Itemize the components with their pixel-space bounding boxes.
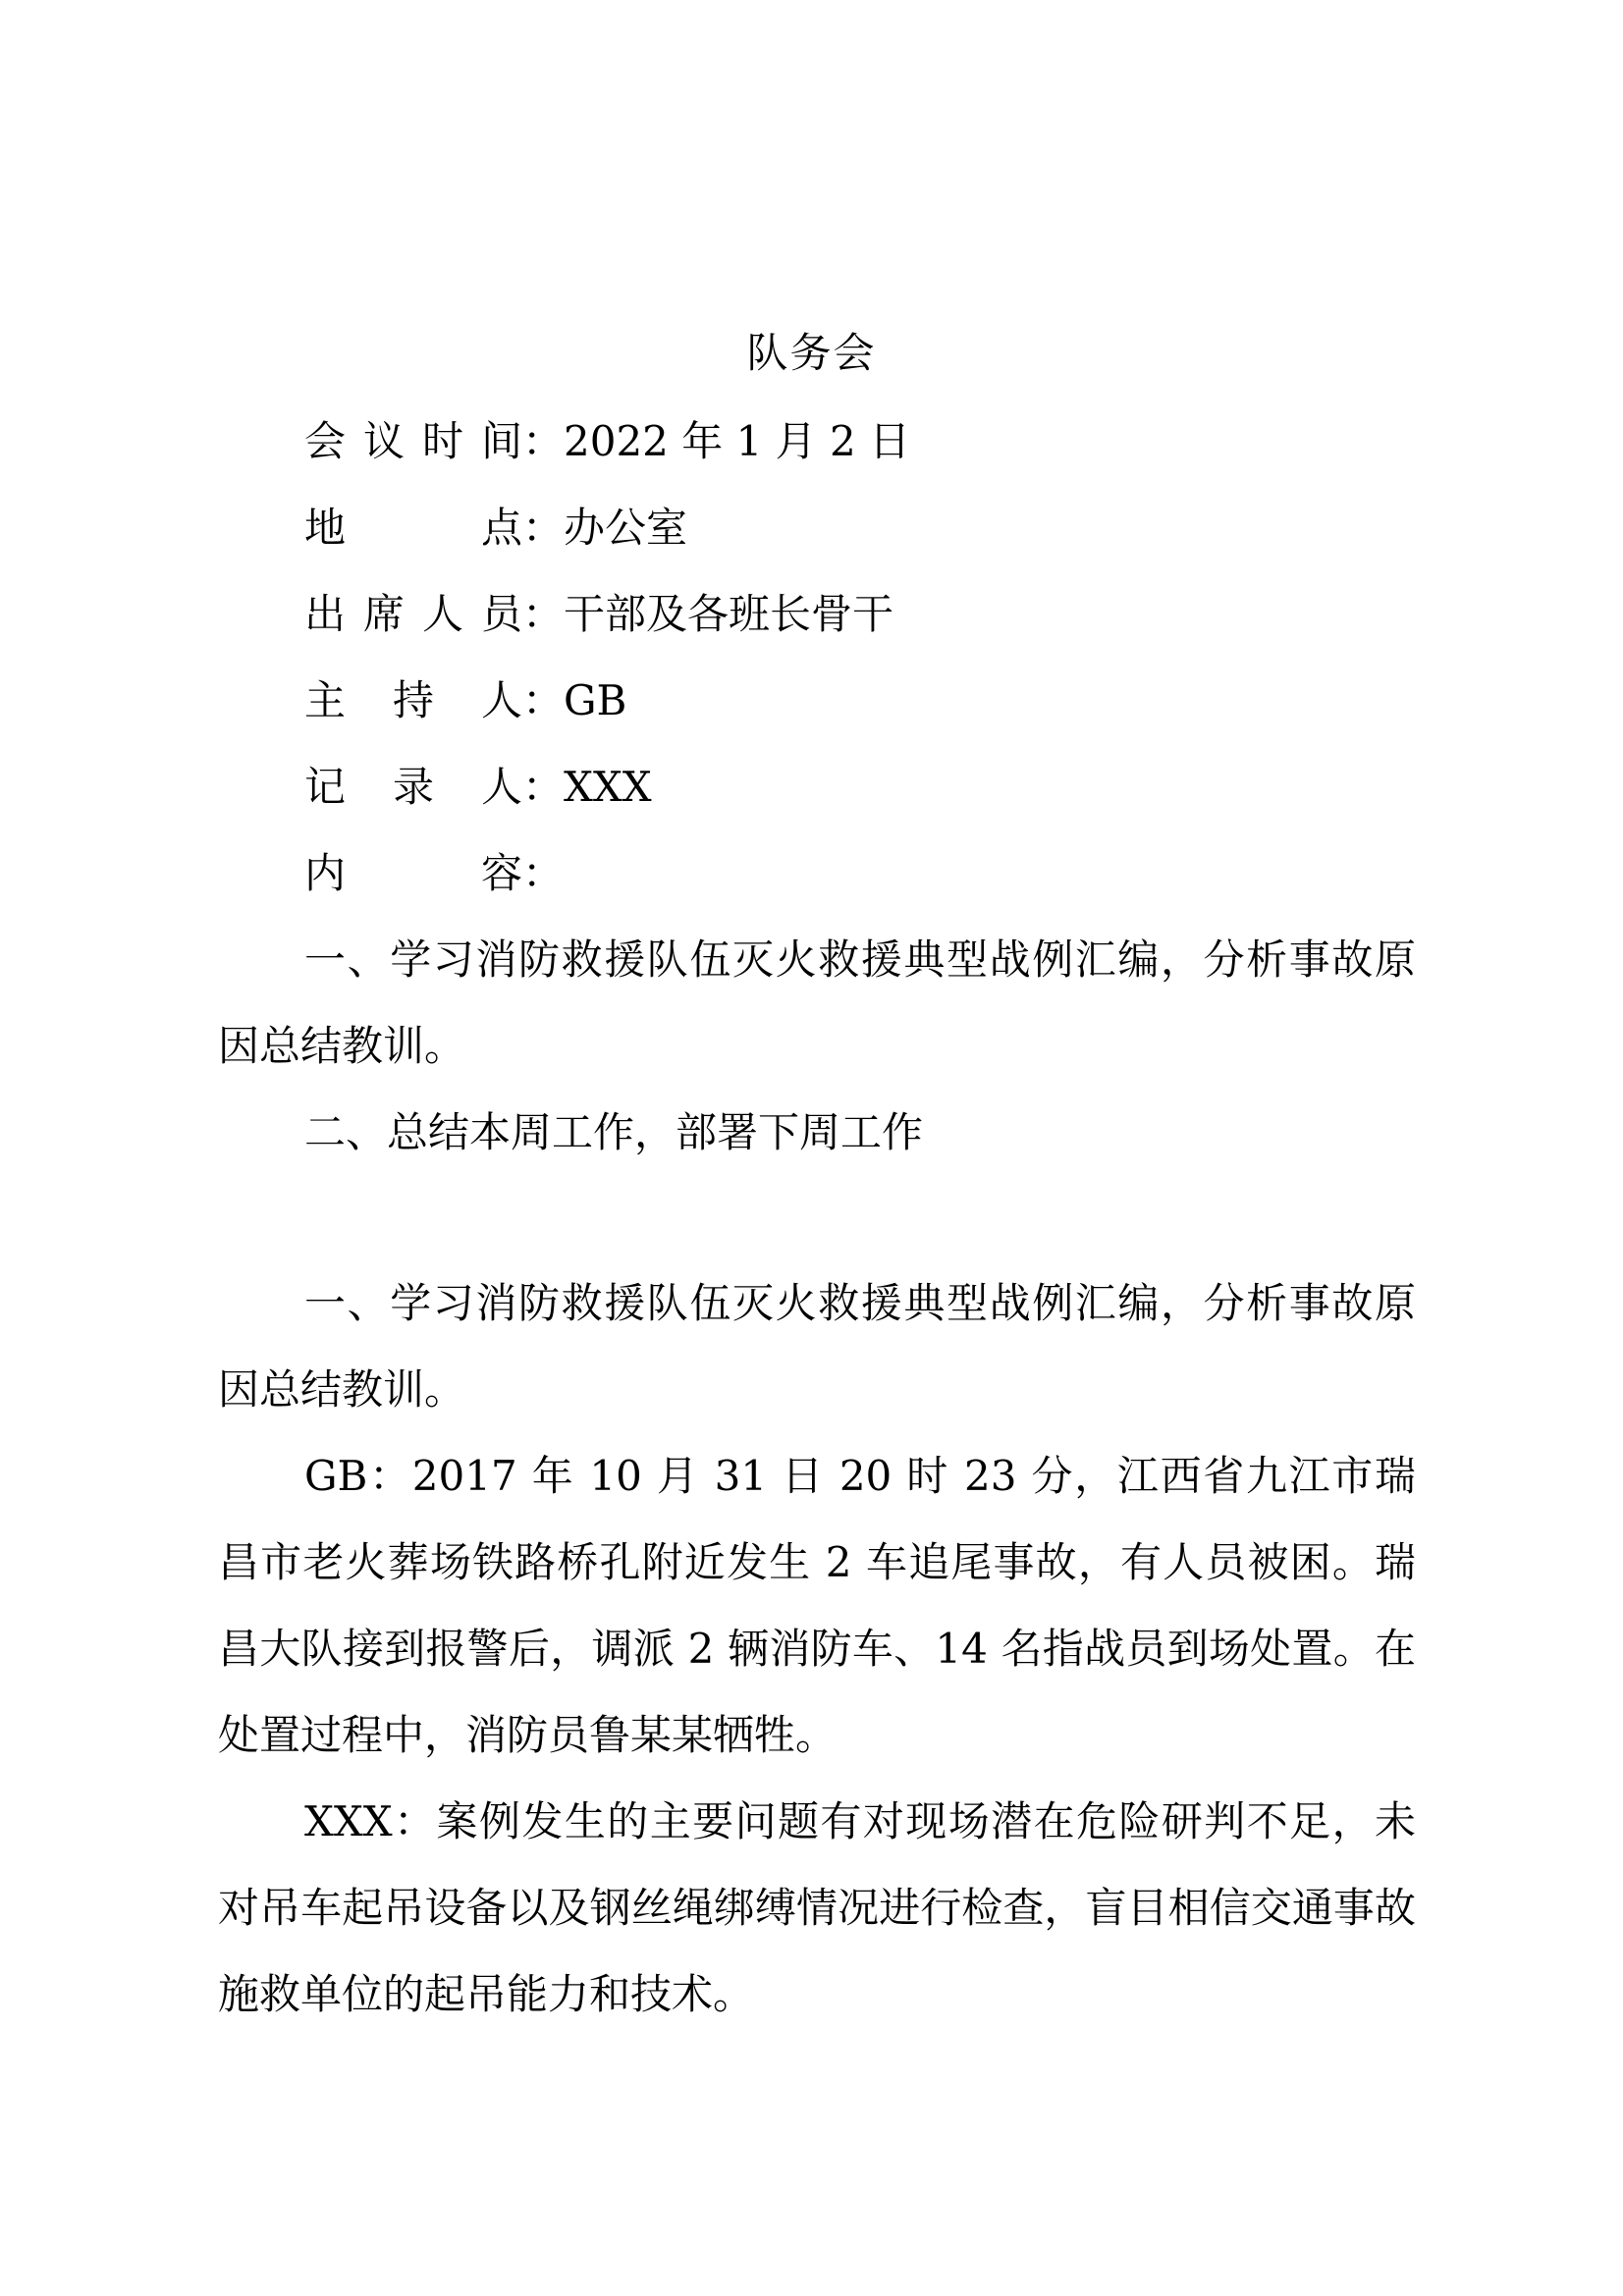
meta-value: ：GB xyxy=(522,676,627,724)
meta-value: ：XXX xyxy=(522,763,652,811)
meta-label: 出席人员 xyxy=(304,590,522,638)
body-paragraph-xxx: XXX：案例发生的主要问题有对现场潜在危险研判不足，未对吊车起吊设备以及钢丝绳绑缚情况进行检查，盲目相信交通事故施救单位的起吊能力和技术。 xyxy=(218,1797,1416,2018)
agenda-item-2: 二、总结本周工作，部署下周工作 xyxy=(304,1108,924,1156)
meta-label: 地 点 xyxy=(304,504,522,552)
meta-content xyxy=(304,844,564,903)
document-title: 队务会 xyxy=(746,329,877,377)
section-heading: 一、学习消防救援队伍灭火救援典型战例汇编，分析事故原因总结教训。 xyxy=(218,1279,1416,1414)
body-paragraph-gb: GB：2017 年 10 月 31 日 20 时 23 分，江西省九江市瑞昌市老火葬场铁路桥孔附近发生 2 车追尾事故，有人员被困。瑞昌大队接到报警后，调派 2 辆消防车、14 名指战员到场处置。在处置过程中，消防员鲁某某牺牲。 xyxy=(218,1452,1416,1759)
meta-value: ： xyxy=(522,849,565,897)
meta-location xyxy=(304,499,687,558)
meta-label: 记 录 人 xyxy=(304,763,522,811)
meta-attendees xyxy=(304,585,893,644)
meta-label: 内 容 xyxy=(304,849,522,897)
meta-label: 会议时间 xyxy=(304,417,522,465)
meta-recorder xyxy=(304,758,652,817)
meta-value: ：2022 年 1 月 2 日 xyxy=(522,417,911,465)
meta-label: 主 持 人 xyxy=(304,676,522,724)
meta-host xyxy=(304,671,626,730)
meta-value: ：干部及各班长骨干 xyxy=(522,590,894,638)
agenda-item-1: 一、学习消防救援队伍灭火救援典型战例汇编，分析事故原因总结教训。 xyxy=(218,935,1416,1070)
meta-value: ：办公室 xyxy=(522,504,688,552)
meta-meeting-time xyxy=(304,412,910,471)
